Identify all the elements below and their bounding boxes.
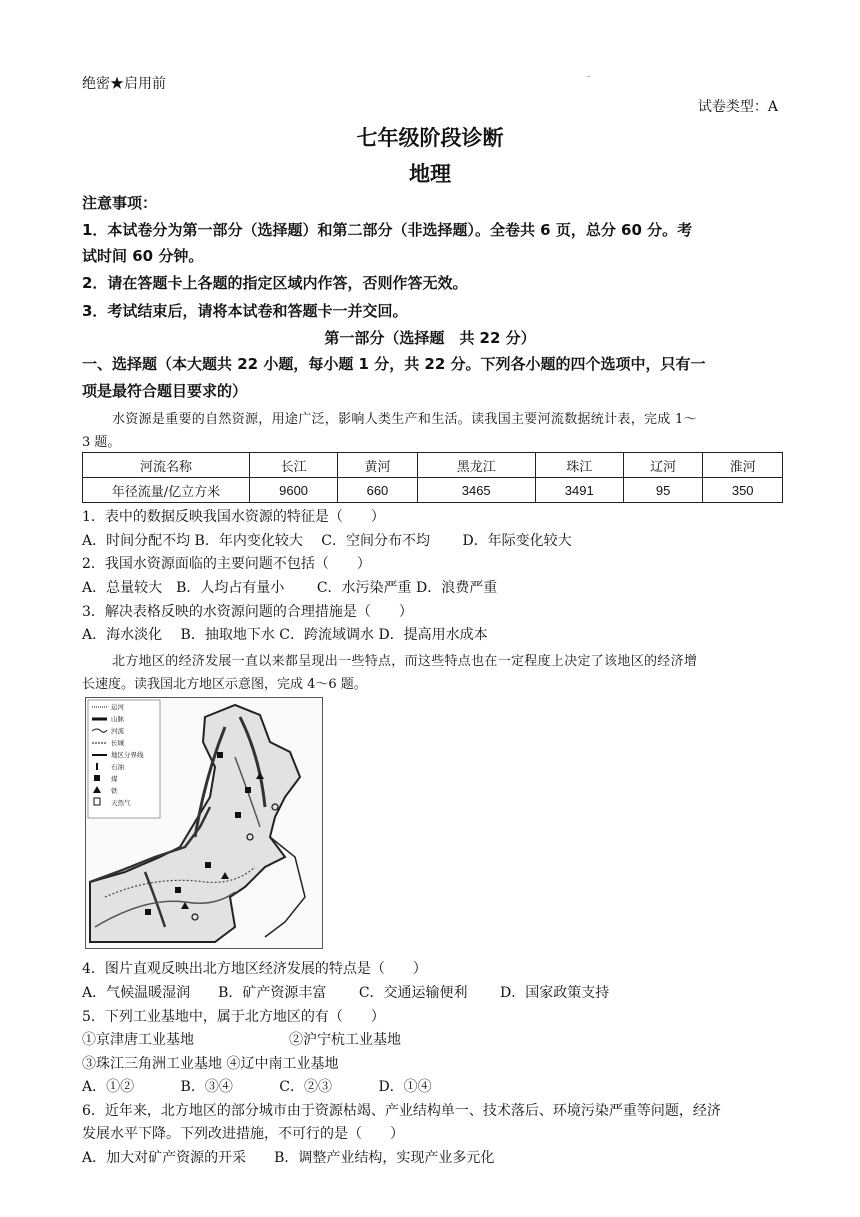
intro-1-a: 水资源是重要的自然资源，用途广泛，影响人类生产和生活。读我国主要河流数据统计表，完成 1～ [112, 412, 697, 427]
q6-stem-b: 发展水平下降。下列改进措施，不可行的是（ ） [82, 1126, 404, 1142]
legend-natural-gas: 天然气 [111, 799, 131, 807]
legend-great-wall: 长城 [111, 739, 124, 747]
legend-iron: 铁 [111, 787, 118, 795]
table-cell: 黑龙江 [417, 453, 535, 478]
table-cell: 3491 [535, 478, 623, 503]
q5-option-2: ②沪宁杭工业基地 [289, 1032, 401, 1048]
table-cell: 辽河 [623, 453, 703, 478]
q5-option-1: ①京津唐工业基地 [82, 1032, 194, 1048]
river-table [82, 452, 783, 503]
exam-title: 七年级阶段诊断 [356, 125, 504, 150]
secret-label: 绝密★启用前 [82, 76, 166, 92]
legend-canal: 运河 [111, 703, 124, 711]
table-cell: 黄河 [338, 453, 418, 478]
legend-boundary: 地区分界线 [111, 751, 144, 759]
table-cell: 3465 [417, 478, 535, 503]
q4-stem: 4．图片直观反映出北方地区经济发展的特点是（ ） [82, 961, 427, 977]
note-1b: 试时间 60 分钟。 [82, 247, 204, 265]
legend-coal: 煤 [111, 775, 118, 783]
legend-river: 河流 [111, 727, 124, 735]
table-cell: 珠江 [535, 453, 623, 478]
table-cell: 长江 [250, 453, 338, 478]
q1-options: A．时间分配不均 B．年内变化较大 C．空间分布不均 D．年际变化较大 [82, 533, 572, 549]
table-cell: 660 [338, 478, 418, 503]
intro-1-b: 3 题。 [82, 435, 121, 450]
q1-stem: 1．表中的数据反映我国水资源的特征是（ ） [82, 509, 385, 525]
q6-options: A．加大对矿产资源的开采 B．调整产业结构，实现产业多元化 [82, 1150, 495, 1166]
q5-stem: 5．下列工业基地中，属于北方地区的有（ ） [82, 1009, 385, 1025]
intro-2-a: 北方地区的经济发展一直以来都呈现出一些特点，而这些特点也在一定程度上决定了该地区的经济增 [112, 654, 698, 669]
table-cell: 年径流量/亿立方米 [83, 478, 250, 503]
q5-options: A．①② B．③④ C．②③ D．①④ [82, 1079, 432, 1095]
section1-line-a: 一、选择题（本大题共 22 小题，每小题 1 分，共 22 分。下列各小题的四个选项中，只有一 [82, 355, 706, 373]
legend-oil: 石油 [111, 763, 124, 771]
table-cell: 河流名称 [83, 453, 250, 478]
table-cell: 9600 [250, 478, 338, 503]
table-cell: 350 [703, 478, 783, 503]
q2-stem: 2．我国水资源面临的主要问题不包括（ ） [82, 556, 371, 572]
legend-mountain: 山脉 [111, 715, 124, 723]
header-dot: - [587, 72, 591, 82]
table-header-row [83, 453, 783, 478]
part1-heading: 第一部分（选择题 共 22 分） [324, 329, 536, 347]
q3-stem: 3．解决表格反映的水资源问题的合理措施是（ ） [82, 604, 413, 620]
q6-stem-a: 6．近年来，北方地区的部分城市由于资源枯竭、产业结构单一、技术落后、环境污染严重等问题，经济 [82, 1103, 721, 1119]
q5-option-34: ③珠江三角洲工业基地 ④辽中南工业基地 [82, 1056, 339, 1072]
paper-type: 试卷类型：A [697, 99, 778, 115]
north-china-map [85, 697, 323, 949]
table-cell: 95 [623, 478, 703, 503]
subject-title: 地理 [409, 161, 451, 186]
q4-options: A．气候温暖湿润 B．矿产资源丰富 C．交通运输便利 D．国家政策支持 [82, 985, 610, 1001]
table-cell: 淮河 [703, 453, 783, 478]
q3-options: A．海水淡化 B．抽取地下水 C．跨流域调水 D．提高用水成本 [82, 627, 488, 643]
table-row [83, 478, 783, 503]
note-2: 2．请在答题卡上各题的指定区域内作答，否则作答无效。 [82, 274, 468, 292]
section1-line-b: 项是最符合题目要求的） [82, 382, 248, 400]
note-1a: 1．本试卷分为第一部分（选择题）和第二部分（非选择题）。全卷共 6 页，总分 60 分。考 [82, 221, 693, 239]
note-3: 3．考试结束后，请将本试卷和答题卡一并交回。 [82, 302, 408, 320]
notes-heading: 注意事项： [82, 194, 158, 212]
intro-2-b: 长速度。读我国北方地区示意图，完成 4～6 题。 [82, 677, 367, 692]
q2-options: A．总量较大 B．人均占有量小 C．水污染严重 D．浪费严重 [82, 580, 498, 596]
